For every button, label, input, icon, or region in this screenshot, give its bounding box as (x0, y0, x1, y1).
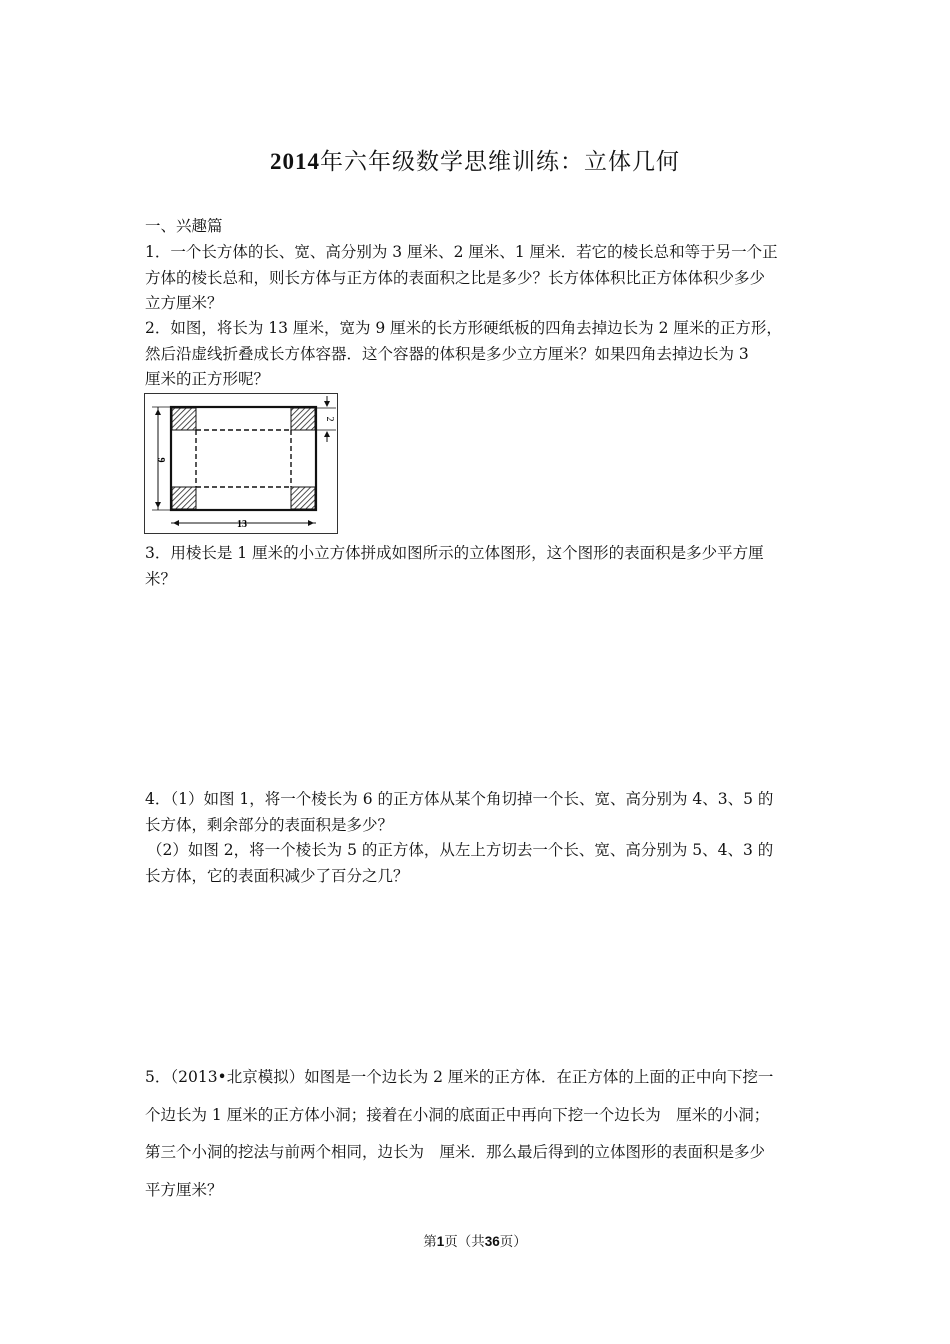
question-2 (145, 316, 810, 393)
question-5-line: 第三个小洞的挖法与前两个相同，边长为 厘米．那么最后得到的立体图形的表面积是多少 (145, 1143, 766, 1161)
question-4-line: （2）如图 2，将一个棱长为 5 的正方体，从左上方切去一个长、宽、高分别为 5、4、3 的 (147, 841, 774, 859)
width-label: 13 (237, 519, 247, 530)
corner-square (291, 408, 315, 430)
height-label: 9 (155, 457, 166, 463)
cardboard-diagram (144, 393, 338, 534)
question-5-line: 平方厘米？ (145, 1180, 223, 1199)
corner-square (172, 487, 196, 509)
question-3 (145, 541, 810, 592)
footer-prefix: 第 (423, 1234, 437, 1250)
footer-suffix: 页） (499, 1234, 527, 1250)
corner-square (172, 408, 196, 430)
question-4-line: 4．（1）如图 1，将一个棱长为 6 的正方体从某个角切掉一个长、宽、高分别为 4、3、5 的 (145, 790, 774, 808)
question-4-line: 长方体，剩余部分的表面积是多少？ (145, 815, 394, 834)
question-5 (145, 1059, 810, 1209)
title-year: 2014 (270, 149, 320, 174)
question-1-line: 方体的棱长总和，则长方体与正方体的表面积之比是多少？长方体体积比正方体体积少多少 (145, 268, 766, 287)
question-2-line: 2．如图，将长为 13 厘米，宽为 9 厘米的长方形硬纸板的四角去掉边长为 2 厘米的正方形， (145, 319, 782, 337)
question-2-line: 厘米的正方形呢？ (145, 370, 270, 388)
page-title (0, 143, 950, 176)
question-5-line: 个边长为 1 厘米的正方体小洞；接着在小洞的底面正中再向下挖一个边长为 厘米的小洞； (145, 1105, 770, 1124)
question-1-line: 1．一个长方体的长、宽、高分别为 3 厘米、2 厘米、1 厘米．若它的棱长总和等于另一个正 (145, 243, 778, 261)
question-3-line: 米？ (145, 569, 177, 588)
question-4-line: 长方体，它的表面积减少了百分之几？ (145, 866, 409, 885)
footer-middle: 页（共 (444, 1234, 485, 1250)
page-footer (0, 1230, 950, 1250)
question-2-line: 然后沿虚线折叠成长方体容器．这个容器的体积是多少立方厘米？如果四角去掉边长为 3 (145, 344, 749, 363)
footer-page-number: 1 (436, 1234, 445, 1249)
title-text: 年六年级数学思维训练：立体几何 (320, 149, 680, 175)
corner-square (291, 487, 315, 509)
question-3-line: 3．用棱长是 1 厘米的小立方体拼成如图所示的立体图形，这个图形的表面积是多少平方厘 (145, 544, 764, 562)
question-5-line: 5．（2013•北京模拟）如图是一个边长为 2 厘米的正方体．在正方体的上面的正中向下挖一 (145, 1068, 774, 1086)
footer-total-pages: 36 (484, 1234, 500, 1249)
question-1 (145, 240, 810, 317)
question-4 (145, 787, 810, 889)
section-heading: 一、兴趣篇 (145, 217, 223, 235)
corner-label: 2 (324, 416, 335, 422)
cardboard-figure (144, 393, 338, 534)
question-1-line: 立方厘米？ (145, 294, 223, 312)
